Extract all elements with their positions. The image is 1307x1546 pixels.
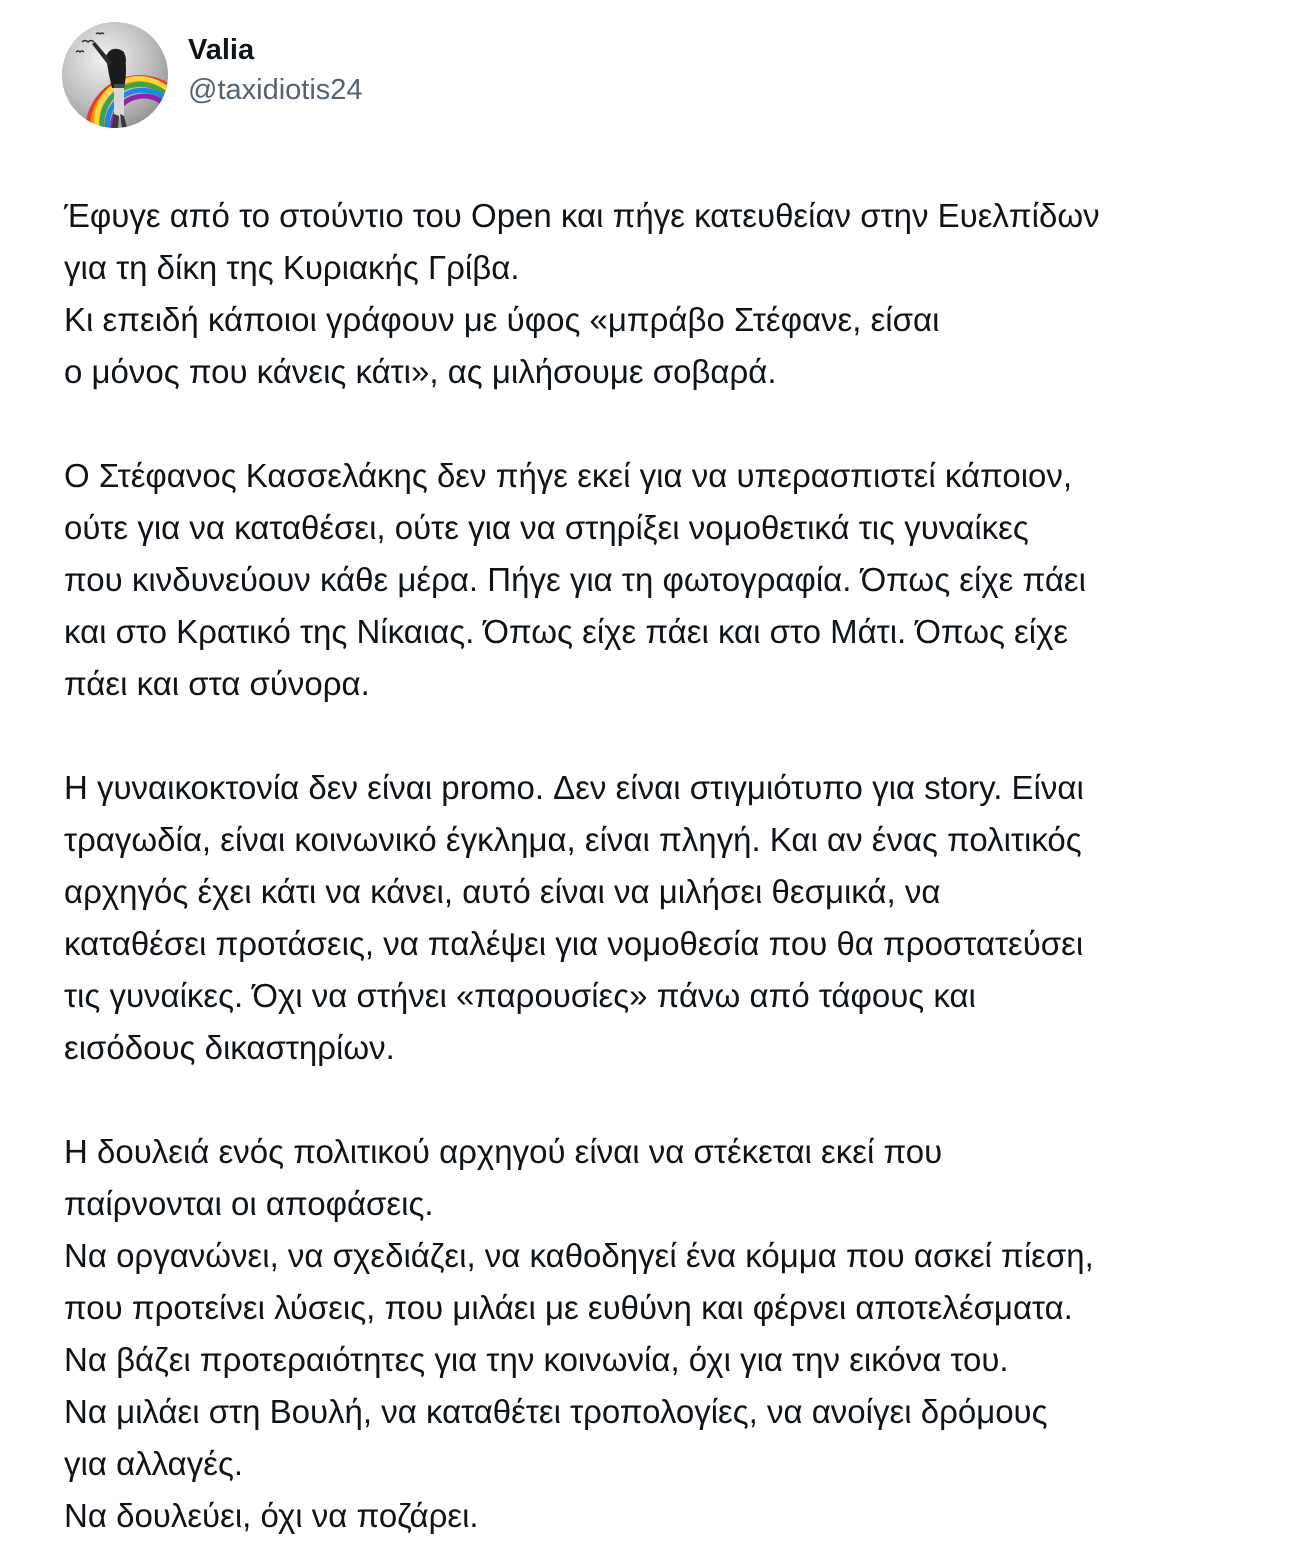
text-line: ο μόνος που κάνεις κάτι», ας μιλήσουμε σοβαρά.	[64, 353, 777, 390]
text-line: αρχηγός έχει κάτι να κάνει, αυτό είναι να μιλήσει θεσμικά, να	[64, 873, 941, 910]
display-name[interactable]: Valia	[188, 34, 255, 66]
text-line: πάει και στα σύνορα.	[64, 665, 370, 702]
paragraph	[64, 450, 1289, 710]
text-line: για αλλαγές.	[64, 1445, 244, 1482]
text-line: καταθέσει προτάσεις, να παλέψει για νομοθεσία που θα προστατεύσει	[64, 925, 1084, 962]
text-line: ούτε για να καταθέσει, ούτε για να στηρίξει νομοθετικά τις γυναίκες	[64, 509, 1029, 546]
text-line: που κινδυνεύουν κάθε μέρα. Πήγε για τη φωτογραφία. Όπως είχε πάει	[64, 561, 1086, 598]
text-line: τις γυναίκες. Όχι να στήνει «παρουσίες» πάνω από τάφους και	[64, 977, 976, 1014]
text-line: Να δουλεύει, όχι να ποζάρει.	[64, 1497, 479, 1534]
paragraph	[64, 1126, 1289, 1542]
author-names	[188, 31, 363, 111]
text-line: Κι επειδή κάποιοι γράφουν με ύφος «μπράβο Στέφανε, είσαι	[64, 301, 940, 338]
text-line: Ο Στέφανος Κασσελάκης δεν πήγε εκεί για να υπερασπιστεί κάποιον,	[64, 457, 1073, 494]
text-line: που προτείνει λύσεις, που μιλάει με ευθύνη και φέρνει αποτελέσματα.	[64, 1289, 1073, 1326]
text-line: παίρνονται οι αποφάσεις.	[64, 1185, 434, 1222]
paragraph	[64, 762, 1289, 1074]
text-line: Να μιλάει στη Βουλή, να καταθέτει τροπολογίες, να ανοίγει δρόμους	[64, 1393, 1048, 1430]
tweet-text	[64, 190, 1289, 1542]
profile-photo-icon	[62, 22, 168, 128]
text-line: Η δουλειά ενός πολιτικού αρχηγού είναι να στέκεται εκεί που	[64, 1133, 943, 1170]
paragraph	[64, 190, 1289, 398]
text-line: και στο Κρατικό της Νίκαιας. Όπως είχε πάει και στο Μάτι. Όπως είχε	[64, 613, 1069, 650]
text-line: για τη δίκη της Κυριακής Γρίβα.	[64, 249, 520, 286]
user-handle[interactable]: @taxidiotis24	[188, 74, 363, 106]
text-line: Να οργανώνει, να σχεδιάζει, να καθοδηγεί ένα κόμμα που ασκεί πίεση,	[64, 1237, 1094, 1274]
text-line: Η γυναικοκτονία δεν είναι promo. Δεν είναι στιγμιότυπο για story. Είναι	[64, 769, 1084, 806]
text-line: Να βάζει προτεραιότητες για την κοινωνία, όχι για την εικόνα του.	[64, 1341, 1009, 1378]
tweet-header	[62, 22, 363, 128]
text-line: Έφυγε από το στούντιο του Open και πήγε κατευθείαν στην Ευελπίδων	[64, 197, 1100, 234]
avatar[interactable]	[62, 22, 168, 128]
text-line: εισόδους δικαστηρίων.	[64, 1029, 395, 1066]
text-line: τραγωδία, είναι κοινωνικό έγκλημα, είναι πληγή. Και αν ένας πολιτικός	[64, 821, 1082, 858]
